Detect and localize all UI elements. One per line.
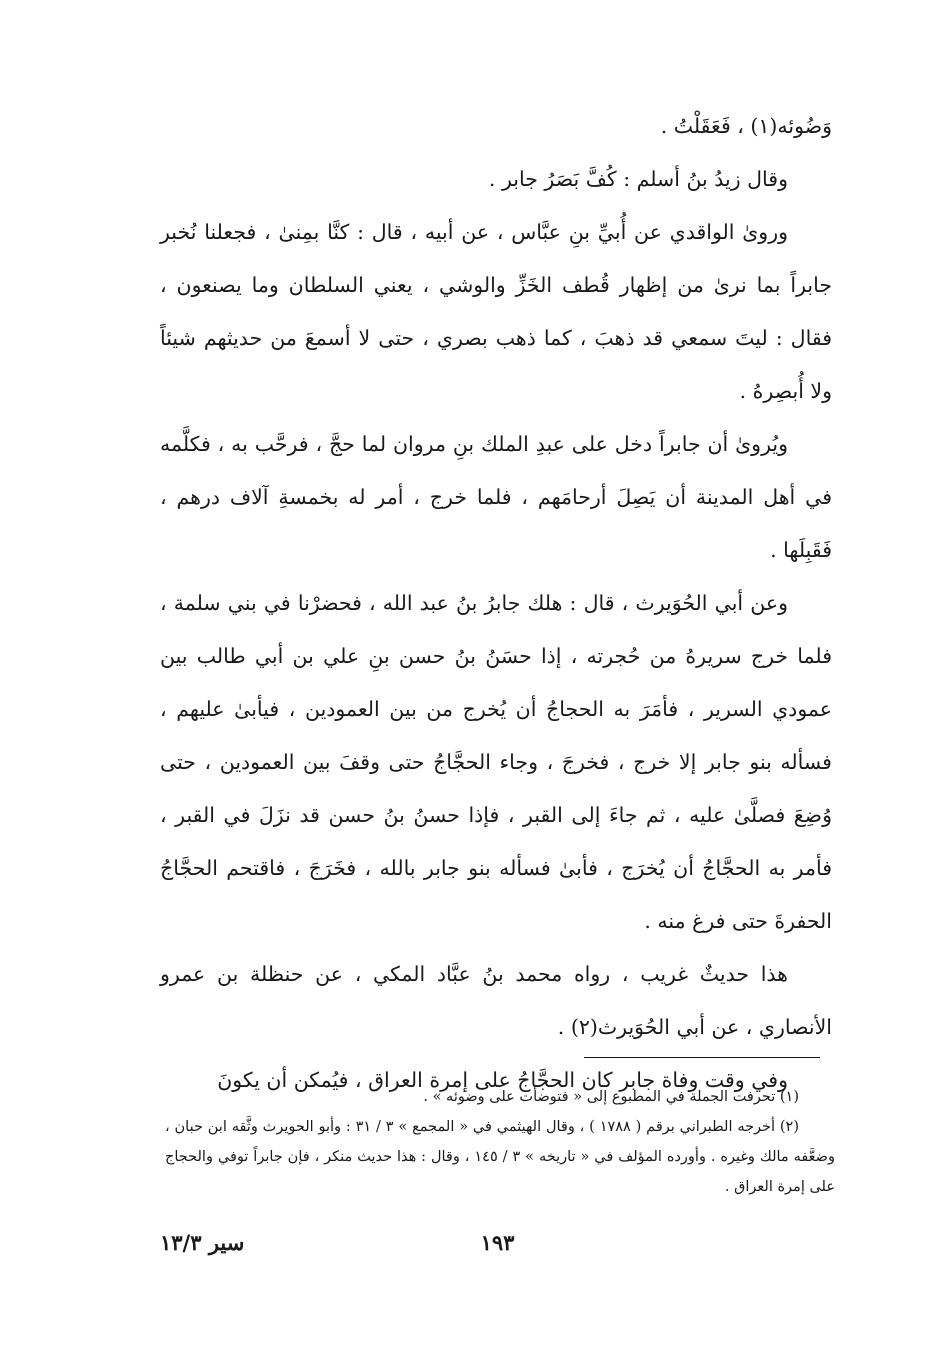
paragraph: وعن أبي الحُوَيرث ، قال : هلك جابرُ بنُ عبد الله ، فحضرْنا في بني سلمة ، فلما خرج سريرهُ من حُجرته ، إذا حسَنُ بنُ حسن بنِ علي بن أبي طالب بين عمودي السرير ، فأمَرَ به الحجاجُ أن يُخرج من بين العمودين ، فيأبىٰ عليهم ، فسأله بنو جابر إلا خرج ، فخرجَ ، وجاء الحجَّاجُ حتى وقفَ بين العمودين ، حتى وُضِعَ فصلَّىٰ عليه ، ثم جاءَ إلى القبر ، فإذا حسنُ بنُ حسن قد نزَلَ في القبر ، فأمر به الحجَّاجُ أن يُخرَج ، فأبىٰ فسأله بنو جابر بالله ، فخَرَجَ ، فاقتحم الحجَّاجُ الحفرةَ حتى فرغ منه . — [160, 591, 832, 933]
footnote: (١) تحرفت الجملة في المطبوع إلى « فتوضأت على وضوئه » . — [423, 1089, 799, 1105]
footnote-divider — [584, 1057, 820, 1058]
signature-mark: سير ١٣/٣ — [160, 1230, 245, 1255]
paragraph: وفي وقت وفاة جابر كان الحجَّاجُ على إمرة العراق ، فيُمكن أن يكونَ — [217, 1068, 788, 1092]
paragraph: وَضُوئه(١) ، فَعَقَلْتُ . — [660, 114, 832, 138]
main-text — [160, 100, 832, 1107]
footnotes — [165, 1082, 835, 1202]
paragraph: وقال زيدُ بنُ أسلم : كُفَّ بَصَرُ جابر . — [488, 167, 788, 191]
page-number: ١٩٣ — [480, 1230, 515, 1255]
paragraph: ويُروىٰ أن جابراً دخل على عبدِ الملك بنِ مروان لما حجَّ ، فرحَّب به ، فكلَّمه في أهل المدينة أن يَصِلَ أرحامَهم ، فلما خرج ، أمر له بخمسةِ آلاف درهم ، فَقَبِلَها . — [160, 432, 832, 562]
footnote: (٢) أخرجه الطبراني برقم ( ١٧٨٨ ) ، وقال الهيثمي في « المجمع » ٣ / ٣١ : وأبو الحويرث وثَّقه ابن حبان ، وضعَّفه مالك وغيره . وأورده المؤلف في « تاريخه » ٣ / ١٤٥ ، وقال : هذا حديث منكر ، فإن جابراً توفي والحجاج على إمرة العراق . — [165, 1119, 835, 1195]
page-footer — [160, 1230, 835, 1270]
paragraph: هذا حديثٌ غريب ، رواه محمد بنُ عبَّاد المكي ، عن حنظلة بن عمرو الأنصاري ، عن أبي الحُوَيرث(٢) . — [160, 962, 832, 1039]
paragraph: وروىٰ الواقدي عن أُبيِّ بنِ عبَّاس ، عن أبيه ، قال : كنَّا بمِنىٰ ، فجعلنا نُخبر جابراً بما نرىٰ من إظهار قُطف الخَزِّ والوشي ، يعني السلطان وما يصنعون ، فقال : ليتَ سمعي قد ذهبَ ، كما ذهب بصري ، حتى لا أسمعَ من حديثهم شيئاً ولا أُبصِرهُ . — [160, 220, 832, 403]
